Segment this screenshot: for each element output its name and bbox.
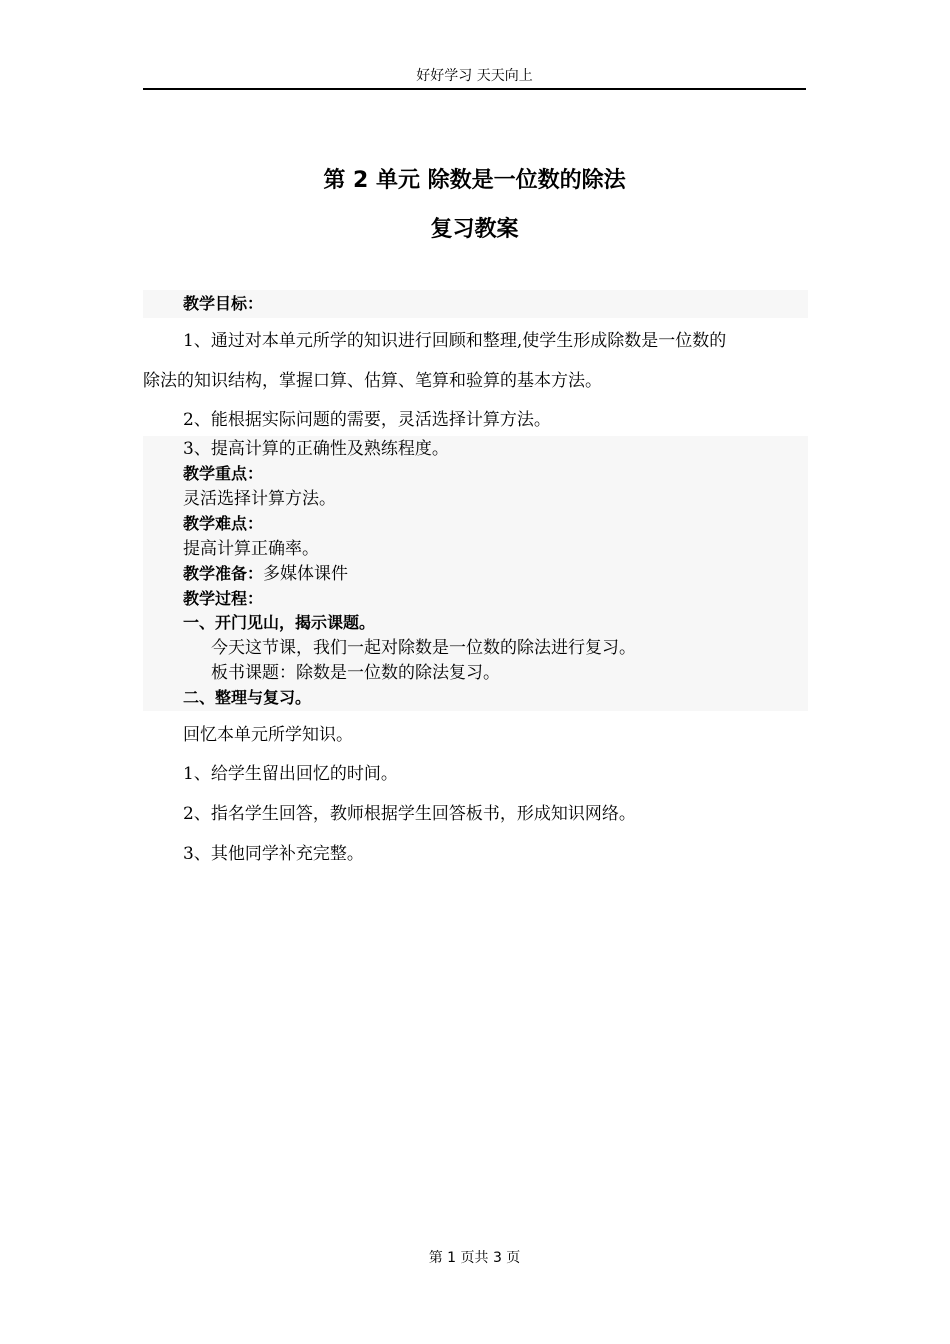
section-2-item-3: 3、其他同学补充完整。: [183, 844, 364, 864]
page-footer: 第 1 页共 3 页: [428, 1250, 521, 1266]
section-2-item-1: 1、给学生留出回忆的时间。: [183, 764, 398, 784]
objective-2: 2、能根据实际问题的需要，灵活选择计算方法。: [183, 410, 551, 430]
preparation-line: [143, 562, 846, 586]
objective-3: 3、提高计算的正确性及熟练程度。: [183, 439, 449, 459]
key-point-text: 灵活选择计算方法。: [183, 489, 336, 509]
section-2-item-2: 2、指名学生回答，教师根据学生回答板书，形成知识网络。: [183, 804, 636, 824]
objectives-label: 教学目标：: [183, 294, 264, 313]
key-point-label: 教学重点：: [183, 464, 264, 483]
objective-1-line-1: 1、通过对本单元所学的知识进行回顾和整理,使学生形成除数是一位数的: [183, 331, 727, 351]
preparation-label: 教学准备：: [183, 564, 264, 583]
section-1-title: 一、开门见山，揭示课题。: [183, 613, 376, 632]
document-subtitle: 复习教案: [430, 217, 519, 242]
section-1-line-1: 今天这节课，我们一起对除数是一位数的除法进行复习。: [211, 638, 636, 658]
section-2-title: 二、整理与复习。: [183, 688, 312, 707]
difficulty-text: 提高计算正确率。: [183, 539, 319, 559]
header-divider: [143, 88, 806, 90]
section-1-line-2: 板书课题：除数是一位数的除法复习。: [211, 663, 500, 683]
objective-1-line-2: 除法的知识结构，掌握口算、估算、笔算和验算的基本方法。: [143, 371, 602, 391]
document-title: 第 2 单元 除数是一位数的除法: [323, 168, 626, 193]
difficulty-label: 教学难点：: [183, 514, 264, 533]
page-header-text: 好好学习 天天向上: [416, 68, 533, 84]
process-label: 教学过程：: [183, 589, 264, 608]
section-2-intro: 回忆本单元所学知识。: [183, 725, 353, 745]
preparation-text: 多媒体课件: [263, 564, 349, 584]
